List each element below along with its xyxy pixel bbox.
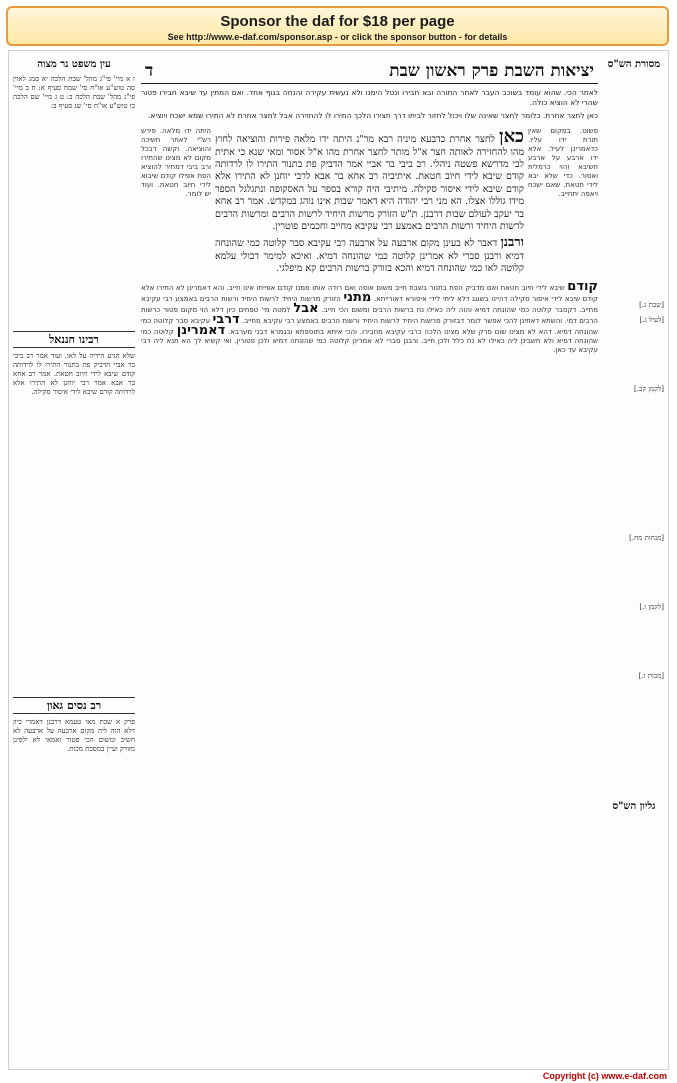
margin-note: [מכות ו.] xyxy=(638,672,664,680)
commentary-text: שיבא לידי חיוב חטאת ואם מדביק הפת בתנור בשבת חייב משום אופה ואם רודה אותו ממנו קודם אפייתו אינו חייב. והא דאמרינן לא התירו אלא קודם שיבא לידי איסור סקילה דהיינו בשוגג דלא ליתי לידי איסורא דאורייתא. xyxy=(141,283,598,303)
commentary-text: למטה מי' טפחים כיון דלא הוי מקום פטור כרשות הרבים דמי. והשתא דאתינן להכי אפשר לומר דבזורק מרשות היחיד לרשות היחיד ורשות הרבים באמצע רבי עקיבא מחייב. xyxy=(141,305,598,325)
main-text-area xyxy=(141,57,598,1061)
gemara-body-2: דאבר לא בעינן מקום ארבעה על ארבעה רבי עקיבא סבר קלוטה כמי שהונחה דמיא ורבנן סברי לא אמרינן קלוטה כמי שהונחה דמיא. ואיכא למימר דכולי עלמא קלוטה לאו כמי שהונחה דמיא והכא בזורק ברשות הרבים קא מיפלגי. xyxy=(215,238,524,275)
right-margin xyxy=(604,57,664,1061)
tosafot-top: כאן לחצר אחרת. כלומר לחצר שאינה שלו ויכול לחזור לביתו דרך חצירו הלכך התירו לו להחזירה אבל לחצר אחרת לא התירו שמא ישכח ויוציא. xyxy=(148,111,598,120)
rashi-column: פשוט. במקום שאין תורת ידו עליו. כדאמרינן לעיל. אלא ידו ארבע על ארבע חשיבא והוי כרמלית ואסור. כדי שלא יבא לידי חטאת. שאם ישכח ויאפה יתחייב. xyxy=(528,126,598,198)
gilyon-hashas-title: גליון הש"ס xyxy=(612,801,656,812)
talmud-page xyxy=(8,50,669,1070)
left-margin xyxy=(13,57,135,1061)
masoret-hashas-title: מסורת הש"ס xyxy=(607,59,661,70)
ein-mishpat-title: עין משפט נר מצוה xyxy=(37,59,111,70)
page-header xyxy=(141,57,598,84)
gemara-sub-heading: ורבנן xyxy=(500,235,524,251)
ein-mishpat-text: ז א מיי' פי"ג מהל' שבת הלכה יא סמג לאוין סה טוש"ע או"ח סי' שמח סעיף א: ח ב מיי' פי"ג מהל' שבת הלכה ב: ט ג מיי' שם הלכה כו טוש"ע או"ח סי' שנ סעיף ב: xyxy=(13,75,135,110)
sponsor-banner[interactable] xyxy=(6,6,669,46)
gemara-body: לחצר אחרת כדבעא מיניה רבא מר"נ היתה ידו מלאה פירות והוציאה לחוץ מהו להחזירה לאותה חצר א"ל מותר לחצר אחרת מהו א"ל אסור ומאי שנא כי אתית לבי מדרשא פשטה ניהלי. רב ביבי בר אביי אמר הדביק פת בתנור התירו לו לרדותה קודם שיבא לידי חיוב חטאת. איתיביה רב אחא בר אבא לרבי יוחנן לא התירו אלא קודם שיבא לידי איסור סקילה. מיתיבי היה קורא בספר על האסקופה ונתגלגל הספר מידו גוללו אצלו. הא מני רבי יהודה היא דאמר שבות אינו נוהג במקדש. אמר רב אחא בר יעקב לעולם שבות דרבנן. ת"ש הזורק מרשות היחיד לרשות הרבים ומרשות הרבים לרשות היחיד ורשות הרבים באמצע רבי עקיבא מחייב וחכמים פוטרין. xyxy=(215,133,524,232)
running-title: יציאות השבת פרק ראשון שבת xyxy=(389,61,594,81)
gemara-opening-word: כאן xyxy=(499,125,524,147)
margin-note: [לקמן ו.] xyxy=(639,603,664,611)
commentary-lead-word: דרבי xyxy=(212,311,240,327)
margin-note: [מנחות מח.] xyxy=(629,534,664,542)
commentary-lead-word: אבל xyxy=(293,300,319,316)
commentary-lead-word: מתני xyxy=(343,289,372,305)
gemara-block xyxy=(141,127,598,276)
commentary-lead-word: קודם xyxy=(567,278,598,294)
gemara-text-continued xyxy=(141,237,598,275)
commentary-lead-word: דאמרינן xyxy=(176,322,226,338)
commentary-text: עקיבא סבר קלוטה כמי שהונחה דמיא. דהא לא מצינו שום פרק שלא מצינו הלכה כרבי עקיבא מחבירו. והכי איתא בתוספתא ובגמרא דבני מערבא. xyxy=(141,316,598,336)
rashi-top: לאחר הכי. שהוא עומד בשוכב העבר לאחר התורה ובא חבירו ונטל הימנו ולא נעשית עקירה והנחה בגוף אחד. ואם המתין עד שיבא חבירו פטור שהרי לא הוציא כולה. xyxy=(141,88,598,107)
margin-note: [לעיל ג.] xyxy=(639,316,664,324)
commentary-text: קלוטה כמי שהונחה דמיא ולא חשבינן ליה כאילו לא נח כלל ולכן חייב. ורבנן סברי לא אמרינן קלוטה כמי שהונחה דמיא ולכן פטורין. ואי קשיא לך הא תנא ליה רבי עקיבא עד כאן. xyxy=(141,327,598,354)
copyright-notice: Copyright (c) www.e-daf.com xyxy=(542,1071,667,1081)
sponsor-details: See http://www.e-daf.com/sponsor.asp - or click the sponsor button - for details xyxy=(167,32,508,42)
rabbeinu-chananel-text: שלא הגיע הידיה על לאו. ועוד אמר רב ביבי בר אביי הדביק פת בתנור התירו לו לרדותה קודם שיבא לידי חיוב חטאת. אמר רב אחא בר אבא אמר רבי יוחנן לא התירו אלא לרדותה קודם שיבא לידי איסור סקילה. xyxy=(13,352,135,396)
commentary-bottom xyxy=(141,278,598,355)
folio-number: ד xyxy=(145,61,154,81)
rabbeinu-chananel-title: רבינו חננאל xyxy=(13,331,135,348)
margin-note: [לקמן קב.] xyxy=(634,385,664,393)
sponsor-headline: Sponsor the daf for $18 per page xyxy=(220,13,455,30)
commentary-text: הזורק מרשות היחיד לרשות היחיד ורשות הרבים באמצע רבי עקיבא מחייב. דקסבר קלוטה כמי שהונחה דמיא והוה ליה כאילו נח ברשות הרבים ומשום הכי חייב. xyxy=(141,294,598,314)
rav-nissim-title: רב נסים גאון xyxy=(13,697,135,714)
rav-nissim-text: פרק א שבת מאי טעמא דרבנן דאמרי כיון דלא הוה ליה מקום ארבעה על ארבעה לא חשיב ומשום הכי פטור ואמאי לא ילפינן מזורק ועיין במסכת מכות. xyxy=(13,718,135,753)
tosafot-column: היתה ידו מלאה. פירש רש"י לאחר חשיכה והוציאה. וקשה דבכל מקום לא מצינו שהתירו ורב ביבי דמתיר להוציא הפת אפילו קודם שיבוא לידי חיוב חטאת. ועוד יש לומר. xyxy=(141,126,211,198)
margin-note: [שבת ג.] xyxy=(639,301,664,309)
